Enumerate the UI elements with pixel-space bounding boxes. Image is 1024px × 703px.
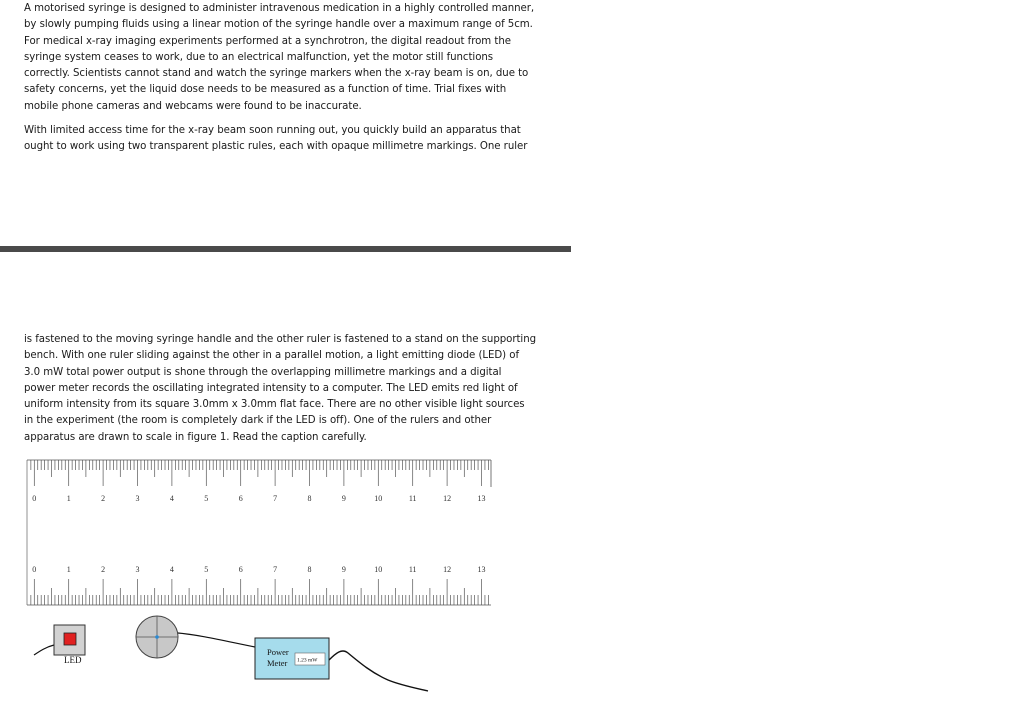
power-meter-reading: 1.23 mW	[297, 657, 318, 664]
led-face	[64, 633, 76, 645]
ruler-top	[27, 460, 491, 605]
ruler-top-number: 10	[374, 494, 383, 503]
ruler-top-number: 9	[341, 494, 346, 503]
text-line: syringe system ceases to work, due to an electrical malfunction, yet the motor still functions	[24, 51, 494, 63]
text-line: power meter records the oscillating integrated intensity to a computer. The LED emits red light of	[24, 382, 518, 394]
ruler-bottom-number: 6	[238, 565, 243, 574]
text-line: For medical x-ray imaging experiments performed at a synchrotron, the digital readout from the	[24, 35, 511, 47]
lens-center	[155, 635, 159, 639]
ruler-bottom	[27, 565, 491, 605]
text-line: by slowly pumping fluids using a linear motion of the syringe handle over a maximum range of 5cm.	[24, 19, 533, 31]
text-line: ought to work using two transparent plastic rules, each with opaque millimetre markings. One ruler	[24, 141, 528, 153]
power-meter	[255, 638, 329, 679]
ruler-bottom-number: 10	[374, 565, 383, 574]
page-divider	[0, 246, 571, 252]
figure-1	[0, 455, 571, 699]
ruler-top-number: 3	[135, 494, 140, 503]
ruler-top-number: 1	[66, 494, 71, 503]
paragraph-2	[24, 123, 544, 156]
power-meter-label-line1: Power	[267, 647, 289, 657]
ruler-top-number: 5	[204, 494, 209, 503]
ruler-bottom-numbers	[32, 565, 485, 574]
ruler-top-numbers	[32, 494, 485, 503]
ruler-top-number: 8	[307, 494, 312, 503]
text-line: mobile phone cameras and webcams were found to be inaccurate.	[24, 100, 362, 112]
ruler-bottom-ticks	[31, 579, 489, 605]
text-line: With limited access time for the x-ray beam soon running out, you quickly build an apparatus that	[24, 125, 521, 136]
paragraph-1	[24, 1, 544, 115]
text-line: uniform intensity from its square 3.0mm x 3.0mm flat face. There are no other visible light sources	[24, 399, 525, 411]
output-cable	[329, 651, 428, 691]
sensor-wire	[178, 633, 255, 647]
ruler-bottom-number: 0	[32, 565, 37, 574]
paragraph-3	[24, 332, 544, 446]
ruler-bottom-number: 9	[341, 565, 346, 574]
ruler-top-number: 4	[169, 494, 174, 503]
led-label: LED	[64, 655, 82, 665]
text-line: 3.0 mW total power output is shone through the overlapping millimetre markings and a digital	[24, 366, 502, 378]
ruler-bottom-number: 11	[408, 565, 417, 574]
led-wire	[34, 645, 54, 655]
ruler-top-number: 2	[101, 494, 106, 503]
ruler-top-number: 0	[32, 494, 37, 503]
power-meter-label-line2: Meter	[267, 658, 288, 668]
ruler-bottom-number: 5	[204, 565, 209, 574]
led	[34, 625, 85, 665]
ruler-bottom-number: 1	[66, 565, 71, 574]
ruler-bottom-number: 12	[443, 565, 452, 574]
ruler-top-number: 12	[443, 494, 452, 503]
ruler-bottom-number: 13	[477, 565, 486, 574]
text-line: bench. With one ruler sliding against the other in a parallel motion, a light emitting diode (LED) of	[24, 350, 520, 362]
ruler-bottom-number: 7	[273, 565, 278, 574]
text-line: apparatus are drawn to scale in figure 1. Read the caption carefully.	[24, 431, 367, 443]
text-line: A motorised syringe is designed to administer intravenous medication in a highly controlled manner,	[24, 3, 535, 14]
text-line: correctly. Scientists cannot stand and watch the syringe markers when the x-ray beam is on, due to	[24, 68, 529, 80]
ruler-top-number: 13	[477, 494, 486, 503]
ruler-bottom-number: 2	[101, 565, 106, 574]
ruler-bottom-number: 4	[169, 565, 174, 574]
text-line: in the experiment (the room is completely dark if the LED is off). One of the rulers and other	[24, 415, 492, 427]
ruler-top-number: 6	[238, 494, 243, 503]
text-line: is fastened to the moving syringe handle and the other ruler is fastened to a stand on the supporting	[24, 334, 537, 345]
figure-svg	[0, 455, 571, 699]
text-line: safety concerns, yet the liquid dose needs to be measured as a function of time. Trial fixes with	[24, 84, 507, 96]
ruler-top-number: 11	[408, 494, 417, 503]
ruler-bottom-number: 3	[135, 565, 140, 574]
ruler-top-ticks	[31, 460, 489, 486]
lens	[136, 616, 178, 658]
ruler-top-number: 7	[273, 494, 278, 503]
ruler-bottom-number: 8	[307, 565, 312, 574]
